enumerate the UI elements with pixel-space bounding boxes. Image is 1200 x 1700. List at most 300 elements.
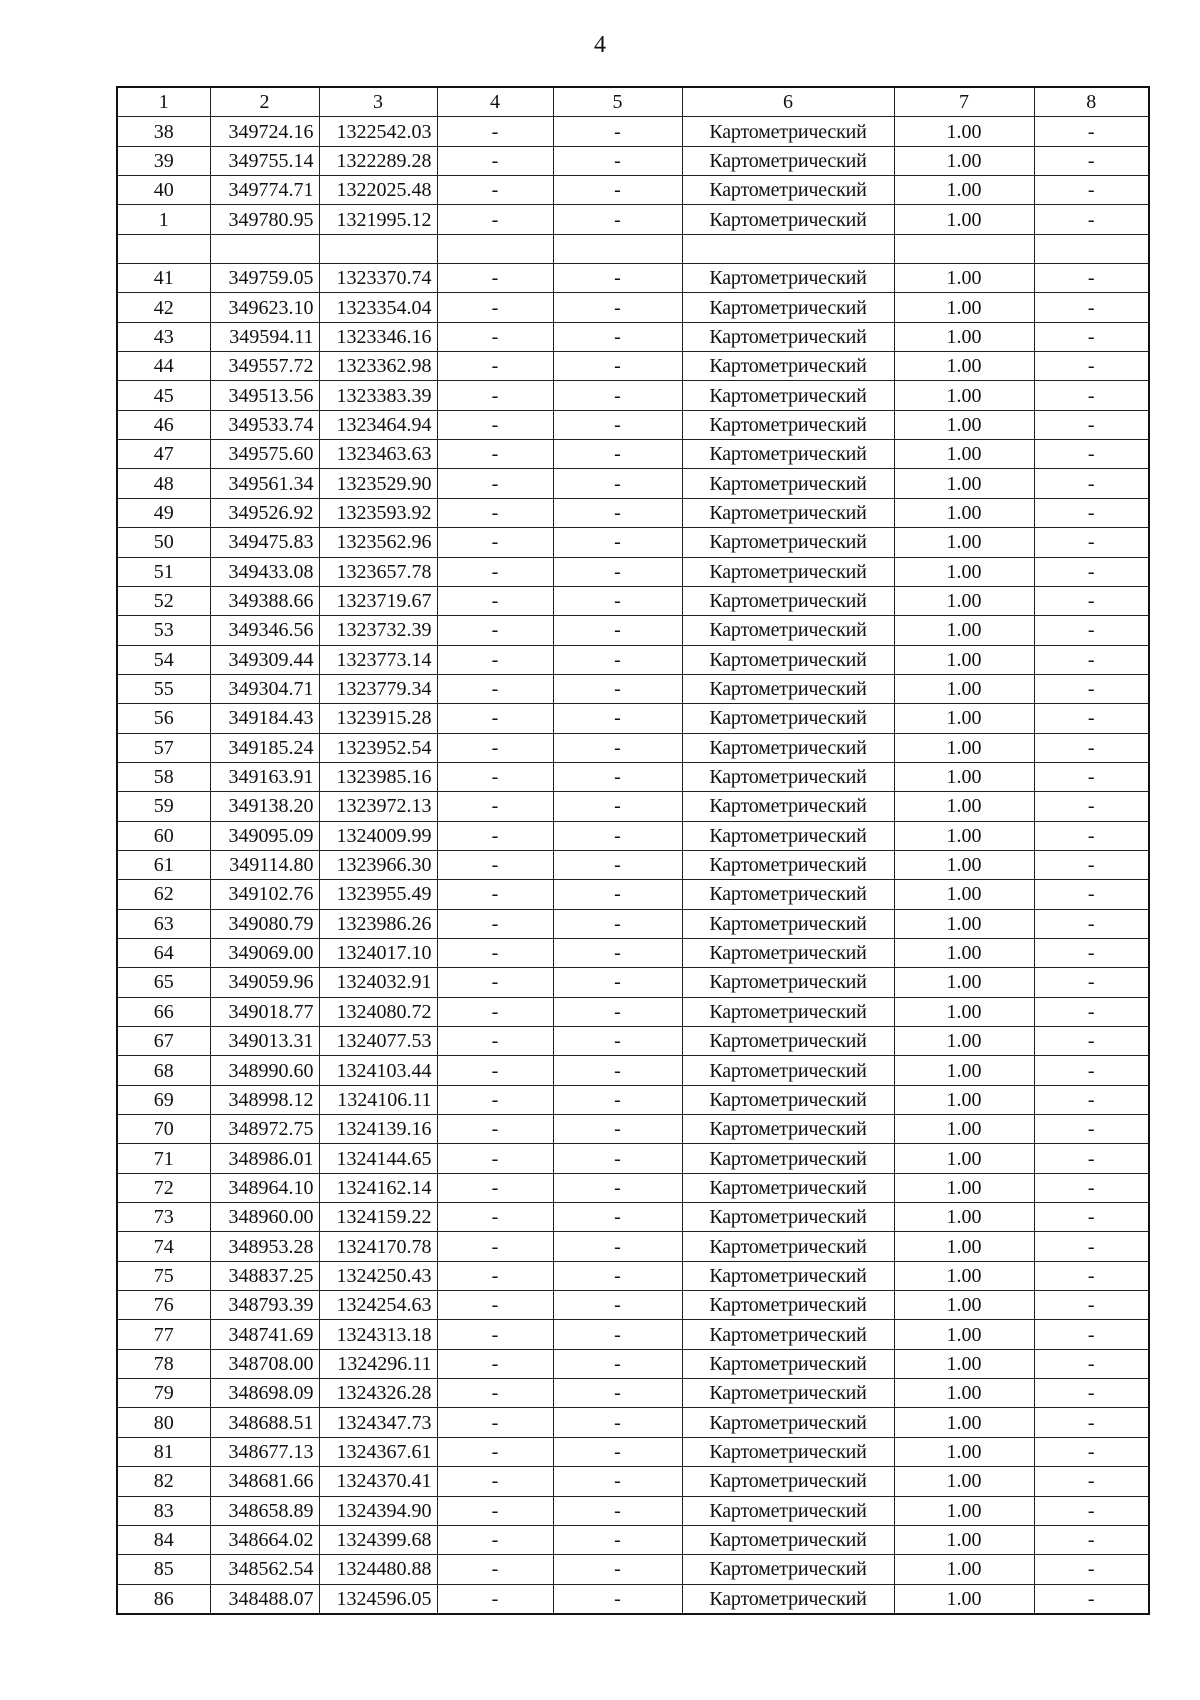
- x-coordinate-cell: [210, 234, 319, 263]
- accuracy-cell: 1.00: [894, 498, 1034, 527]
- x-coordinate-cell: 348972.75: [210, 1115, 319, 1144]
- col-8-value-cell: -: [1034, 616, 1149, 645]
- method-cell: Картометрический: [682, 117, 894, 146]
- y-coordinate-cell: 1323972.13: [319, 792, 437, 821]
- col-5-value-cell: -: [553, 410, 682, 439]
- col-8-value-cell: -: [1034, 1232, 1149, 1261]
- col-8-value-cell: -: [1034, 1203, 1149, 1232]
- table-body: [117, 117, 1149, 1614]
- col-5-value-cell: -: [553, 938, 682, 967]
- method-cell: Картометрический: [682, 1144, 894, 1173]
- accuracy-cell: 1.00: [894, 117, 1034, 146]
- accuracy-cell: 1.00: [894, 704, 1034, 733]
- col-4-value-cell: -: [437, 968, 553, 997]
- col-8-value-cell: -: [1034, 1261, 1149, 1290]
- col-5-value-cell: -: [553, 322, 682, 351]
- accuracy-cell: 1.00: [894, 1379, 1034, 1408]
- table-row: [117, 1115, 1149, 1144]
- accuracy-cell: 1.00: [894, 1056, 1034, 1085]
- y-coordinate-cell: 1324370.41: [319, 1467, 437, 1496]
- x-coordinate-cell: 349475.83: [210, 528, 319, 557]
- y-coordinate-cell: 1324480.88: [319, 1555, 437, 1584]
- y-coordinate-cell: 1323955.49: [319, 880, 437, 909]
- col-5-value-cell: -: [553, 645, 682, 674]
- col-4-value-cell: -: [437, 704, 553, 733]
- col-4-value-cell: -: [437, 528, 553, 557]
- col-4-value-cell: -: [437, 1115, 553, 1144]
- col-4-value-cell: -: [437, 1555, 553, 1584]
- method-cell: Картометрический: [682, 616, 894, 645]
- point-number-cell: 59: [117, 792, 210, 821]
- x-coordinate-cell: 349533.74: [210, 410, 319, 439]
- y-coordinate-cell: 1324106.11: [319, 1085, 437, 1114]
- col-8-value-cell: -: [1034, 1379, 1149, 1408]
- col-4-value-cell: -: [437, 586, 553, 615]
- col-5-value-cell: -: [553, 733, 682, 762]
- method-cell: Картометрический: [682, 352, 894, 381]
- table-row: [117, 586, 1149, 615]
- x-coordinate-cell: 348681.66: [210, 1467, 319, 1496]
- col-8-value-cell: -: [1034, 352, 1149, 381]
- y-coordinate-cell: 1324313.18: [319, 1320, 437, 1349]
- x-coordinate-cell: 349059.96: [210, 968, 319, 997]
- method-cell: Картометрический: [682, 733, 894, 762]
- accuracy-cell: 1.00: [894, 792, 1034, 821]
- table-row: [117, 146, 1149, 175]
- y-coordinate-cell: 1324596.05: [319, 1584, 437, 1614]
- table-row: [117, 293, 1149, 322]
- col-4-value-cell: -: [437, 616, 553, 645]
- col-4-value-cell: -: [437, 1379, 553, 1408]
- table-row: [117, 674, 1149, 703]
- method-cell: Картометрический: [682, 1320, 894, 1349]
- x-coordinate-cell: 349309.44: [210, 645, 319, 674]
- accuracy-cell: 1.00: [894, 1437, 1034, 1466]
- col-4-value-cell: -: [437, 1584, 553, 1614]
- x-coordinate-cell: 349346.56: [210, 616, 319, 645]
- x-coordinate-cell: 349575.60: [210, 440, 319, 469]
- x-coordinate-cell: 349138.20: [210, 792, 319, 821]
- col-5-value-cell: -: [553, 205, 682, 234]
- col-8-value-cell: -: [1034, 645, 1149, 674]
- col-5-value-cell: -: [553, 1349, 682, 1378]
- point-number-cell: 48: [117, 469, 210, 498]
- table-row: [117, 410, 1149, 439]
- x-coordinate-cell: 348708.00: [210, 1349, 319, 1378]
- y-coordinate-cell: 1323779.34: [319, 674, 437, 703]
- table-row: [117, 1203, 1149, 1232]
- y-coordinate-cell: 1324394.90: [319, 1496, 437, 1525]
- y-coordinate-cell: 1324032.91: [319, 968, 437, 997]
- table-row: [117, 1320, 1149, 1349]
- accuracy-cell: 1.00: [894, 733, 1034, 762]
- table-row: [117, 1584, 1149, 1614]
- x-coordinate-cell: 348986.01: [210, 1144, 319, 1173]
- col-4-value-cell: -: [437, 645, 553, 674]
- point-number-cell: 45: [117, 381, 210, 410]
- point-number-cell: 74: [117, 1232, 210, 1261]
- method-cell: Картометрический: [682, 997, 894, 1026]
- col-8-value-cell: -: [1034, 1027, 1149, 1056]
- accuracy-cell: 1.00: [894, 1584, 1034, 1614]
- col-8-value-cell: -: [1034, 1555, 1149, 1584]
- point-number-cell: 38: [117, 117, 210, 146]
- point-number-cell: 40: [117, 176, 210, 205]
- point-number-cell: 57: [117, 733, 210, 762]
- y-coordinate-cell: 1323966.30: [319, 850, 437, 879]
- method-cell: Картометрический: [682, 1408, 894, 1437]
- header-row: [117, 87, 1149, 117]
- y-coordinate-cell: 1324347.73: [319, 1408, 437, 1437]
- col-5-value-cell: -: [553, 1115, 682, 1144]
- col-5-value-cell: -: [553, 264, 682, 293]
- col-8-value-cell: -: [1034, 264, 1149, 293]
- method-cell: Картометрический: [682, 1525, 894, 1554]
- col-4-value-cell: -: [437, 293, 553, 322]
- point-number-cell: 54: [117, 645, 210, 674]
- accuracy-cell: 1.00: [894, 674, 1034, 703]
- x-coordinate-cell: 349433.08: [210, 557, 319, 586]
- col-4-value-cell: -: [437, 1525, 553, 1554]
- point-number-cell: 79: [117, 1379, 210, 1408]
- col-4-value-cell: -: [437, 176, 553, 205]
- col-5-value-cell: -: [553, 1379, 682, 1408]
- col-8-value-cell: -: [1034, 909, 1149, 938]
- accuracy-cell: 1.00: [894, 645, 1034, 674]
- col-5-value-cell: -: [553, 440, 682, 469]
- y-coordinate-cell: 1323719.67: [319, 586, 437, 615]
- col-8-value-cell: -: [1034, 1056, 1149, 1085]
- col-4-value-cell: -: [437, 909, 553, 938]
- y-coordinate-cell: 1323985.16: [319, 762, 437, 791]
- point-number-cell: 67: [117, 1027, 210, 1056]
- method-cell: Картометрический: [682, 264, 894, 293]
- col-5-value-cell: -: [553, 557, 682, 586]
- accuracy-cell: 1.00: [894, 997, 1034, 1026]
- table-row: [117, 1437, 1149, 1466]
- method-cell: Картометрический: [682, 1584, 894, 1614]
- x-coordinate-cell: 349304.71: [210, 674, 319, 703]
- col-8-value-cell: -: [1034, 1437, 1149, 1466]
- accuracy-cell: 1.00: [894, 1173, 1034, 1202]
- method-cell: Картометрический: [682, 880, 894, 909]
- col-8-value-cell: -: [1034, 322, 1149, 351]
- x-coordinate-cell: 349080.79: [210, 909, 319, 938]
- table-row: [117, 762, 1149, 791]
- point-number-cell: 39: [117, 146, 210, 175]
- col-8-value-cell: -: [1034, 1115, 1149, 1144]
- method-cell: Картометрический: [682, 381, 894, 410]
- table-row: [117, 1496, 1149, 1525]
- x-coordinate-cell: 348953.28: [210, 1232, 319, 1261]
- point-number-cell: 77: [117, 1320, 210, 1349]
- x-coordinate-cell: 348960.00: [210, 1203, 319, 1232]
- method-cell: Картометрический: [682, 1496, 894, 1525]
- col-5-value-cell: -: [553, 1144, 682, 1173]
- table-row: [117, 792, 1149, 821]
- col-5-value-cell: -: [553, 381, 682, 410]
- col-5-value-cell: -: [553, 1291, 682, 1320]
- y-coordinate-cell: 1321995.12: [319, 205, 437, 234]
- col-4-value-cell: -: [437, 762, 553, 791]
- y-coordinate-cell: 1323593.92: [319, 498, 437, 527]
- accuracy-cell: 1.00: [894, 1115, 1034, 1144]
- col-4-value-cell: -: [437, 1496, 553, 1525]
- col-8-value-cell: -: [1034, 1525, 1149, 1554]
- point-number-cell: 52: [117, 586, 210, 615]
- accuracy-cell: 1.00: [894, 1085, 1034, 1114]
- point-number-cell: 43: [117, 322, 210, 351]
- y-coordinate-cell: 1324077.53: [319, 1027, 437, 1056]
- table-row: [117, 821, 1149, 850]
- x-coordinate-cell: 348837.25: [210, 1261, 319, 1290]
- x-coordinate-cell: 349018.77: [210, 997, 319, 1026]
- table-row: [117, 880, 1149, 909]
- accuracy-cell: 1.00: [894, 1027, 1034, 1056]
- accuracy-cell: 1.00: [894, 293, 1034, 322]
- col-8-value-cell: -: [1034, 1467, 1149, 1496]
- accuracy-cell: 1.00: [894, 762, 1034, 791]
- col-4-value-cell: -: [437, 1056, 553, 1085]
- col-8-value-cell: -: [1034, 1496, 1149, 1525]
- col-8-value-cell: -: [1034, 586, 1149, 615]
- col-4-value-cell: -: [437, 440, 553, 469]
- col-4-value-cell: -: [437, 1027, 553, 1056]
- col-4-value-cell: -: [437, 498, 553, 527]
- method-cell: Картометрический: [682, 1437, 894, 1466]
- point-number-cell: 65: [117, 968, 210, 997]
- col-4-value-cell: -: [437, 117, 553, 146]
- col-4-value-cell: -: [437, 1261, 553, 1290]
- accuracy-cell: 1.00: [894, 1408, 1034, 1437]
- accuracy-cell: 1.00: [894, 1555, 1034, 1584]
- point-number-cell: 72: [117, 1173, 210, 1202]
- header-col-7: 7: [894, 87, 1034, 117]
- method-cell: Картометрический: [682, 762, 894, 791]
- header-col-1: 1: [117, 87, 210, 117]
- x-coordinate-cell: 349780.95: [210, 205, 319, 234]
- x-coordinate-cell: 349095.09: [210, 821, 319, 850]
- point-number-cell: 50: [117, 528, 210, 557]
- method-cell: Картометрический: [682, 1349, 894, 1378]
- point-number-cell: 61: [117, 850, 210, 879]
- y-coordinate-cell: 1323952.54: [319, 733, 437, 762]
- col-5-value-cell: -: [553, 997, 682, 1026]
- col-8-value-cell: -: [1034, 792, 1149, 821]
- method-cell: Картометрический: [682, 1085, 894, 1114]
- method-cell: Картометрический: [682, 821, 894, 850]
- accuracy-cell: 1.00: [894, 968, 1034, 997]
- col-4-value-cell: -: [437, 1173, 553, 1202]
- y-coordinate-cell: 1324399.68: [319, 1525, 437, 1554]
- table-row: [117, 1408, 1149, 1437]
- method-cell: Картометрический: [682, 586, 894, 615]
- method-cell: Картометрический: [682, 1056, 894, 1085]
- y-coordinate-cell: 1323383.39: [319, 381, 437, 410]
- point-number-cell: 51: [117, 557, 210, 586]
- col-5-value-cell: -: [553, 1555, 682, 1584]
- method-cell: Картометрический: [682, 909, 894, 938]
- point-number-cell: 63: [117, 909, 210, 938]
- header-col-5: 5: [553, 87, 682, 117]
- col-8-value-cell: -: [1034, 176, 1149, 205]
- col-5-value-cell: -: [553, 1525, 682, 1554]
- y-coordinate-cell: 1323354.04: [319, 293, 437, 322]
- x-coordinate-cell: 348998.12: [210, 1085, 319, 1114]
- x-coordinate-cell: 348793.39: [210, 1291, 319, 1320]
- method-cell: Картометрический: [682, 792, 894, 821]
- col-4-value-cell: [437, 234, 553, 263]
- point-number-cell: 86: [117, 1584, 210, 1614]
- x-coordinate-cell: 348488.07: [210, 1584, 319, 1614]
- point-number-cell: 75: [117, 1261, 210, 1290]
- y-coordinate-cell: 1324103.44: [319, 1056, 437, 1085]
- y-coordinate-cell: 1324144.65: [319, 1144, 437, 1173]
- col-4-value-cell: -: [437, 1203, 553, 1232]
- col-8-value-cell: -: [1034, 880, 1149, 909]
- coordinates-table: [116, 86, 1150, 1615]
- table-row: [117, 234, 1149, 263]
- col-5-value-cell: -: [553, 1173, 682, 1202]
- point-number-cell: 42: [117, 293, 210, 322]
- x-coordinate-cell: 349013.31: [210, 1027, 319, 1056]
- table-row: [117, 352, 1149, 381]
- accuracy-cell: 1.00: [894, 176, 1034, 205]
- point-number-cell: 68: [117, 1056, 210, 1085]
- accuracy-cell: 1.00: [894, 528, 1034, 557]
- table-row: [117, 1349, 1149, 1378]
- point-number-cell: 44: [117, 352, 210, 381]
- col-4-value-cell: -: [437, 1085, 553, 1114]
- col-5-value-cell: -: [553, 909, 682, 938]
- col-5-value-cell: -: [553, 821, 682, 850]
- y-coordinate-cell: 1324326.28: [319, 1379, 437, 1408]
- method-cell: Картометрический: [682, 938, 894, 967]
- col-5-value-cell: -: [553, 469, 682, 498]
- y-coordinate-cell: 1324159.22: [319, 1203, 437, 1232]
- col-5-value-cell: -: [553, 704, 682, 733]
- accuracy-cell: 1.00: [894, 586, 1034, 615]
- y-coordinate-cell: 1324139.16: [319, 1115, 437, 1144]
- point-number-cell: 53: [117, 616, 210, 645]
- col-4-value-cell: -: [437, 1291, 553, 1320]
- table-row: [117, 733, 1149, 762]
- x-coordinate-cell: 348698.09: [210, 1379, 319, 1408]
- col-5-value-cell: -: [553, 1056, 682, 1085]
- accuracy-cell: 1.00: [894, 146, 1034, 175]
- col-4-value-cell: -: [437, 1232, 553, 1261]
- method-cell: Картометрический: [682, 176, 894, 205]
- table-row: [117, 469, 1149, 498]
- col-8-value-cell: -: [1034, 1291, 1149, 1320]
- col-8-value-cell: -: [1034, 938, 1149, 967]
- col-8-value-cell: -: [1034, 440, 1149, 469]
- y-coordinate-cell: 1323346.16: [319, 322, 437, 351]
- method-cell: Картометрический: [682, 293, 894, 322]
- table-row: [117, 176, 1149, 205]
- col-4-value-cell: -: [437, 410, 553, 439]
- col-5-value-cell: -: [553, 293, 682, 322]
- method-cell: Картометрический: [682, 410, 894, 439]
- point-number-cell: 60: [117, 821, 210, 850]
- x-coordinate-cell: 349069.00: [210, 938, 319, 967]
- x-coordinate-cell: 349755.14: [210, 146, 319, 175]
- x-coordinate-cell: 349114.80: [210, 850, 319, 879]
- col-5-value-cell: -: [553, 762, 682, 791]
- x-coordinate-cell: 348741.69: [210, 1320, 319, 1349]
- method-cell: Картометрический: [682, 1291, 894, 1320]
- col-4-value-cell: -: [437, 381, 553, 410]
- col-5-value-cell: -: [553, 176, 682, 205]
- point-number-cell: 71: [117, 1144, 210, 1173]
- table-row: [117, 1555, 1149, 1584]
- y-coordinate-cell: 1324162.14: [319, 1173, 437, 1202]
- y-coordinate-cell: 1324009.99: [319, 821, 437, 850]
- y-coordinate-cell: [319, 234, 437, 263]
- point-number-cell: 64: [117, 938, 210, 967]
- y-coordinate-cell: 1324017.10: [319, 938, 437, 967]
- method-cell: Картометрический: [682, 1173, 894, 1202]
- x-coordinate-cell: 348658.89: [210, 1496, 319, 1525]
- col-8-value-cell: -: [1034, 1349, 1149, 1378]
- col-4-value-cell: -: [437, 1467, 553, 1496]
- method-cell: Картометрический: [682, 674, 894, 703]
- y-coordinate-cell: 1323529.90: [319, 469, 437, 498]
- method-cell: Картометрический: [682, 557, 894, 586]
- y-coordinate-cell: 1323464.94: [319, 410, 437, 439]
- accuracy-cell: 1.00: [894, 1525, 1034, 1554]
- accuracy-cell: 1.00: [894, 381, 1034, 410]
- method-cell: Картометрический: [682, 528, 894, 557]
- point-number-cell: 70: [117, 1115, 210, 1144]
- header-col-6: 6: [682, 87, 894, 117]
- col-8-value-cell: -: [1034, 205, 1149, 234]
- col-4-value-cell: -: [437, 322, 553, 351]
- col-5-value-cell: -: [553, 1496, 682, 1525]
- table-row: [117, 1467, 1149, 1496]
- point-number-cell: 84: [117, 1525, 210, 1554]
- col-8-value-cell: -: [1034, 821, 1149, 850]
- method-cell: Картометрический: [682, 1555, 894, 1584]
- point-number-cell: 85: [117, 1555, 210, 1584]
- x-coordinate-cell: 349594.11: [210, 322, 319, 351]
- x-coordinate-cell: 349185.24: [210, 733, 319, 762]
- col-4-value-cell: -: [437, 205, 553, 234]
- y-coordinate-cell: 1324080.72: [319, 997, 437, 1026]
- method-cell: Картометрический: [682, 1232, 894, 1261]
- col-5-value-cell: -: [553, 1584, 682, 1614]
- col-8-value-cell: -: [1034, 850, 1149, 879]
- table-row: [117, 1525, 1149, 1554]
- method-cell: Картометрический: [682, 968, 894, 997]
- accuracy-cell: 1.00: [894, 880, 1034, 909]
- table-row: [117, 616, 1149, 645]
- col-8-value-cell: [1034, 234, 1149, 263]
- accuracy-cell: 1.00: [894, 1144, 1034, 1173]
- table-row: [117, 322, 1149, 351]
- col-5-value-cell: -: [553, 146, 682, 175]
- method-cell: Картометрический: [682, 469, 894, 498]
- table-row: [117, 938, 1149, 967]
- col-4-value-cell: -: [437, 850, 553, 879]
- point-number-cell: [117, 234, 210, 263]
- x-coordinate-cell: 349163.91: [210, 762, 319, 791]
- col-4-value-cell: -: [437, 880, 553, 909]
- accuracy-cell: 1.00: [894, 1496, 1034, 1525]
- point-number-cell: 62: [117, 880, 210, 909]
- point-number-cell: 55: [117, 674, 210, 703]
- col-8-value-cell: -: [1034, 704, 1149, 733]
